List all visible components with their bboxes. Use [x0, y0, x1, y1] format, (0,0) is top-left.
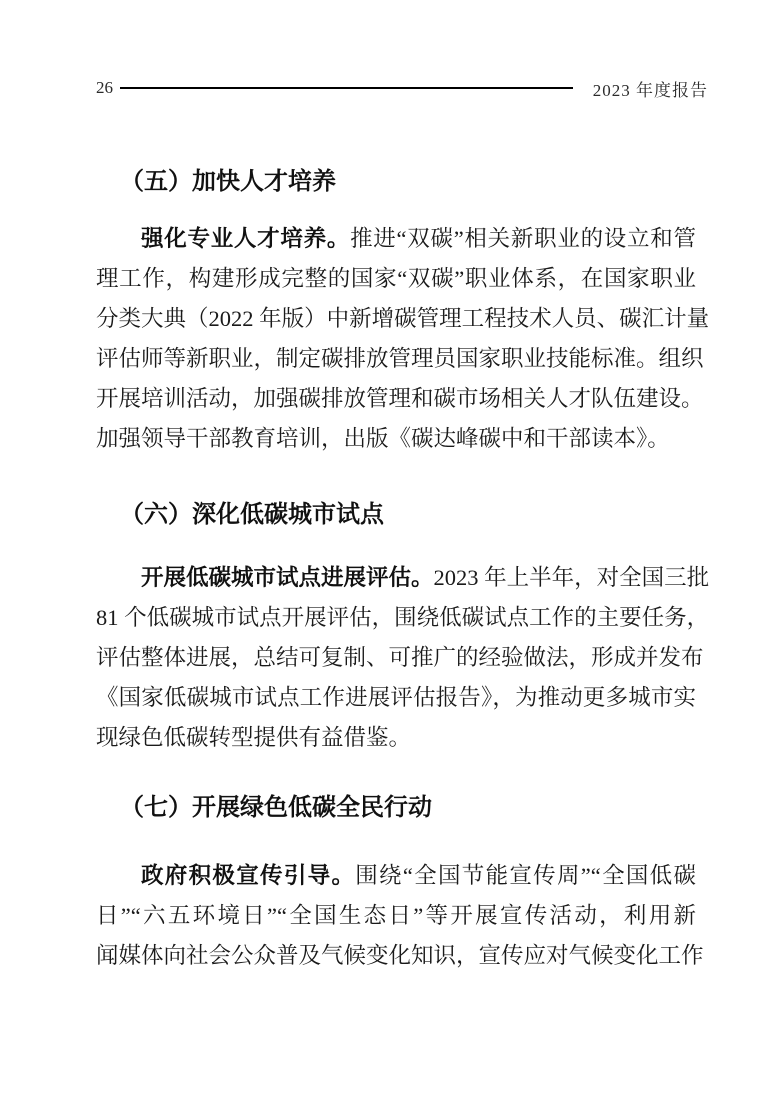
- paragraph-line: 《国家低碳城市试点工作进展评估报告》，为推动更多城市实: [96, 685, 696, 710]
- header-rule: [120, 87, 573, 90]
- paragraph-line: 理工作，构建形成完整的国家“双碳”职业体系，在国家职业: [96, 266, 696, 291]
- paragraph-public-action: [96, 856, 704, 976]
- paragraph-line: [96, 856, 696, 896]
- paragraph-line: 评估师等新职业，制定碳排放管理员国家职业技能标准。组织: [96, 346, 704, 371]
- section-heading-7: （七）开展绿色低碳全民行动: [120, 794, 432, 821]
- paragraph-talent-training: [96, 219, 710, 459]
- paragraph-low-carbon-pilot: [96, 558, 710, 758]
- paragraph-line: 现绿色低碳转型提供有益借鉴。: [96, 725, 412, 750]
- paragraph-line: [96, 219, 696, 259]
- paragraph-line: 分类大典（2022 年版）中新增碳管理工程技术人员、碳汇计量: [96, 306, 710, 331]
- paragraph-line: 日”“六五环境日”“全国生态日”等开展宣传活动，利用新: [96, 903, 696, 928]
- paragraph-line: 开展培训活动，加强碳排放管理和碳市场相关人才队伍建设。: [96, 386, 704, 411]
- section-heading-6: （六）深化低碳城市试点: [120, 501, 384, 528]
- page-number: 26: [96, 78, 113, 97]
- paragraph-lead: 开展低碳城市试点进展评估。: [141, 565, 434, 590]
- paragraph-line: [96, 558, 710, 598]
- paragraph-line: 81 个低碳城市试点开展评估，围绕低碳试点工作的主要任务，: [96, 605, 710, 630]
- paragraph-line-text: 推进“双碳”相关新职业的设立和管: [350, 226, 696, 251]
- page-header: [96, 76, 708, 100]
- paragraph-lead: 强化专业人才培养。: [141, 226, 351, 251]
- paragraph-line: 闻媒体向社会公众普及气候变化知识，宣传应对气候变化工作: [96, 943, 704, 968]
- paragraph-line: 评估整体进展，总结可复制、可推广的经验做法，形成并发布: [96, 645, 704, 670]
- paragraph-lead: 政府积极宣传引导。: [141, 863, 356, 888]
- report-title: 2023 年度报告: [592, 80, 708, 100]
- section-heading-5: （五）加快人才培养: [120, 168, 336, 195]
- paragraph-line-text: 2023 年上半年，对全国三批: [433, 565, 710, 590]
- paragraph-line-text: 围绕“全国节能宣传周”“全国低碳: [355, 863, 696, 888]
- paragraph-line: 加强领导干部教育培训，出版《碳达峰碳中和干部读本》。: [96, 426, 670, 451]
